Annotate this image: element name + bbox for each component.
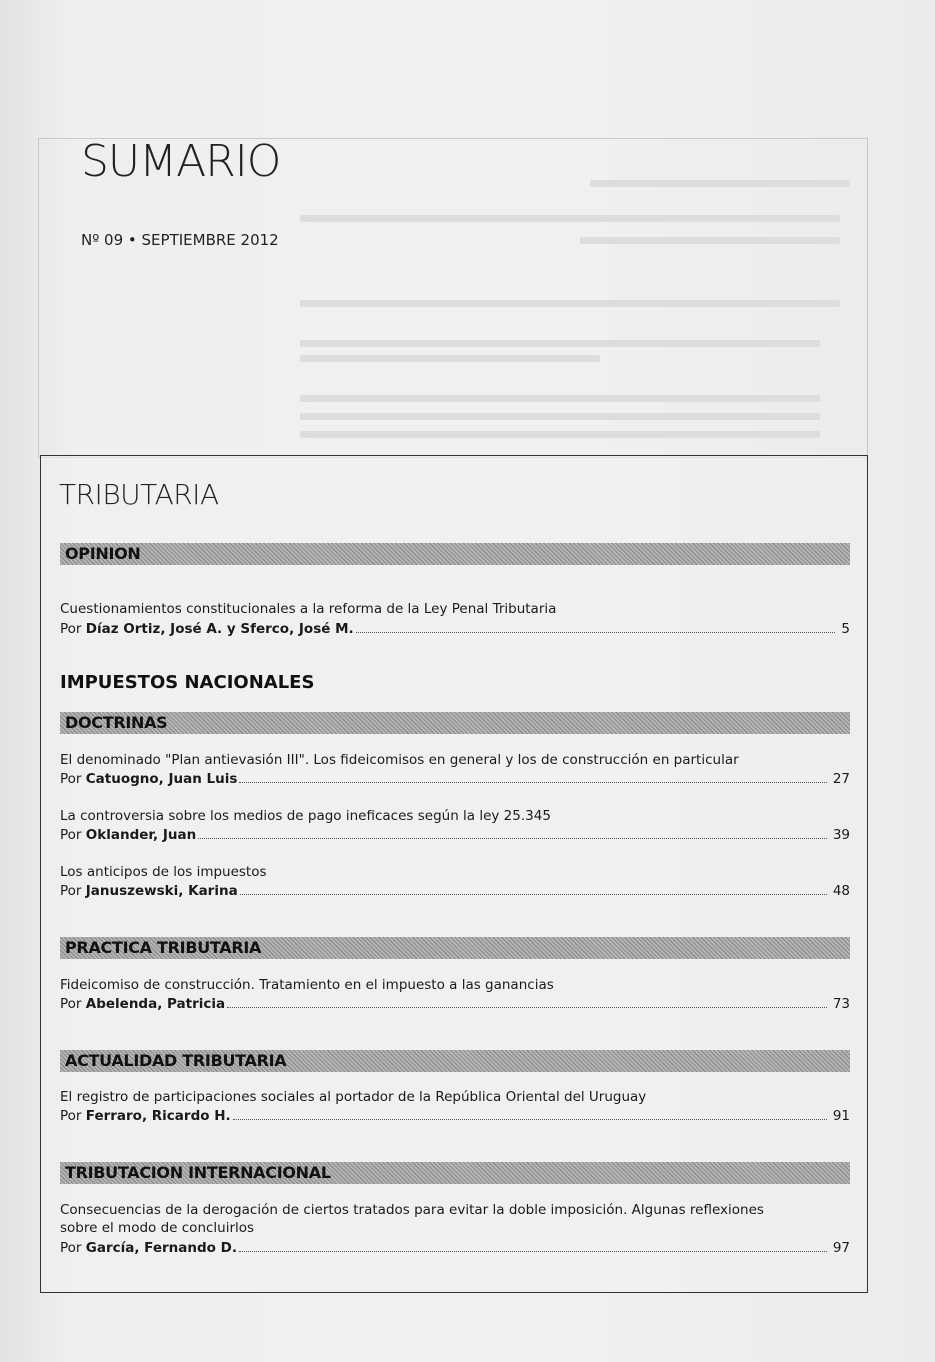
subsection-heading: IMPUESTOS NACIONALES	[60, 672, 315, 693]
show-through-line	[300, 431, 820, 438]
article-author: Catuogno, Juan Luis	[85, 771, 238, 787]
category-bar-practica	[60, 937, 850, 959]
article-author: Ferraro, Ricardo H.	[85, 1108, 231, 1124]
category-label: PRACTICA TRIBUTARIA	[65, 938, 262, 957]
show-through-line	[300, 215, 840, 222]
dot-leader	[227, 1007, 827, 1008]
article-author: Díaz Ortiz, José A. y Sferco, José M.	[85, 621, 354, 637]
category-label: OPINION	[65, 544, 141, 563]
article-author: Abelenda, Patricia	[85, 996, 226, 1012]
show-through-line	[300, 355, 600, 362]
dot-leader	[239, 782, 826, 783]
article-author-line[interactable]	[60, 619, 850, 637]
dot-leader	[233, 1119, 827, 1120]
category-label: DOCTRINAS	[65, 713, 168, 732]
page-number: 97	[832, 1240, 850, 1256]
article-title[interactable]: La controversia sobre los medios de pago ineficaces según la ley 25.345	[60, 808, 551, 824]
por-label: Por	[60, 996, 86, 1012]
article-title[interactable]: Cuestionamientos constitucionales a la reforma de la Ley Penal Tributaria	[60, 601, 557, 617]
category-bar-actualidad	[60, 1050, 850, 1072]
por-label: Por	[60, 883, 86, 899]
article-author-line[interactable]	[60, 1106, 850, 1124]
por-label: Por	[60, 1240, 86, 1256]
dot-leader	[240, 894, 827, 895]
page-number: 39	[832, 827, 850, 843]
dot-leader	[198, 838, 827, 839]
page-number: 5	[841, 621, 850, 637]
issue-label: Nº 09 • SEPTIEMBRE 2012	[81, 231, 279, 249]
page-number: 27	[832, 771, 850, 787]
show-through-line	[590, 180, 850, 187]
show-through-line	[300, 300, 840, 307]
article-author-line[interactable]	[60, 769, 850, 787]
por-label: Por	[60, 621, 86, 637]
page-number: 48	[832, 883, 850, 899]
article-title[interactable]: Consecuencias de la derogación de ciertos tratados para evitar la doble imposición. Algunas reflexiones sobre el modo de concluirlos	[60, 1202, 764, 1236]
article-author-line[interactable]	[60, 825, 850, 843]
article-author-line[interactable]	[60, 994, 850, 1012]
article-author-line[interactable]	[60, 881, 850, 899]
article-author: Oklander, Juan	[85, 827, 197, 843]
article-title[interactable]: El registro de participaciones sociales al portador de la República Oriental del Uruguay	[60, 1089, 647, 1105]
show-through-line	[300, 413, 820, 420]
article-title[interactable]: Los anticipos de los impuestos	[60, 864, 267, 880]
dot-leader	[356, 632, 836, 633]
article-author: Januszewski, Karina	[85, 883, 238, 899]
category-bar-doctrinas	[60, 712, 850, 734]
category-bar-internacional	[60, 1162, 850, 1184]
page-number: 73	[832, 996, 850, 1012]
por-label: Por	[60, 771, 86, 787]
show-through-line	[300, 340, 820, 347]
por-label: Por	[60, 827, 86, 843]
page-number: 91	[832, 1108, 850, 1124]
category-bar-opinion	[60, 543, 850, 565]
article-author: García, Fernando D.	[85, 1240, 237, 1256]
dot-leader	[239, 1251, 827, 1252]
show-through-line	[300, 395, 820, 402]
por-label: Por	[60, 1108, 86, 1124]
category-label: TRIBUTACION INTERNACIONAL	[65, 1163, 331, 1182]
show-through-line	[580, 237, 840, 244]
page-title: SUMARIO	[81, 136, 281, 187]
category-label: ACTUALIDAD TRIBUTARIA	[65, 1051, 287, 1070]
article-author-line[interactable]	[60, 1238, 850, 1256]
article-title[interactable]: El denominado "Plan antievasión III". Los fideicomisos en general y los de construcción en particular	[60, 752, 739, 768]
article-title[interactable]: Fideicomiso de construcción. Tratamiento en el impuesto a las ganancias	[60, 977, 554, 993]
section-title: TRIBUTARIA	[59, 478, 219, 511]
